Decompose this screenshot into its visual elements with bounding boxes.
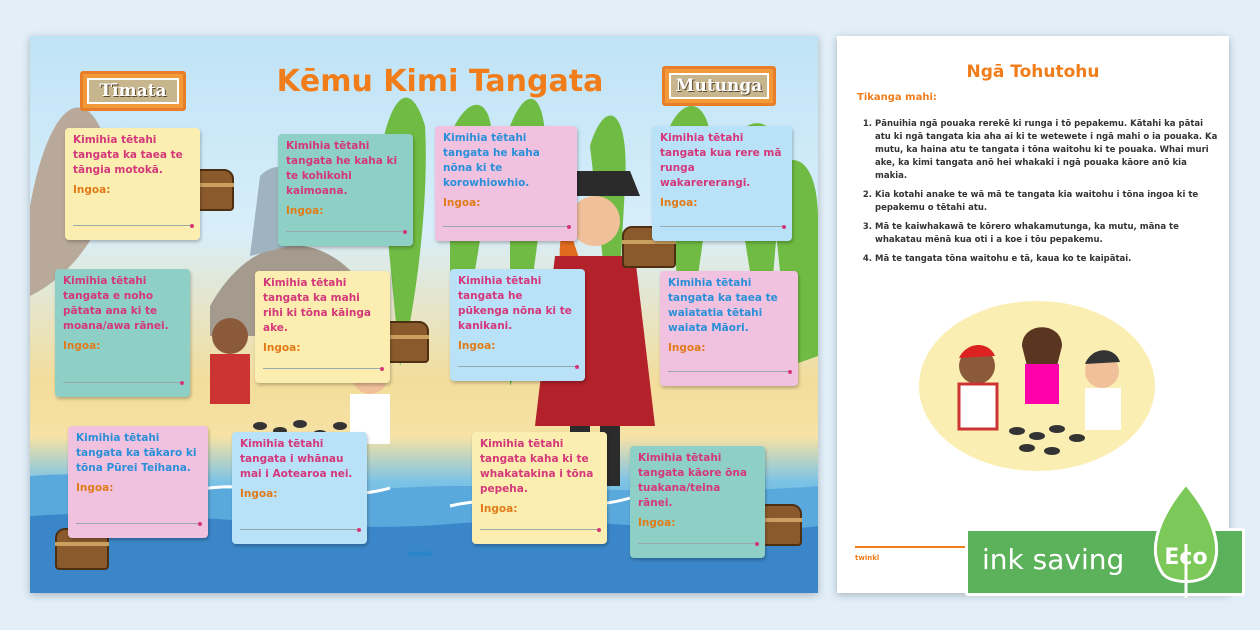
- leaf-icon: [1149, 484, 1223, 598]
- dot-icon: [567, 225, 571, 229]
- name-label: Ingoa:: [76, 482, 114, 494]
- instruction-step: 3. Mā te kaiwhakawā te kōrero whakamutunga, ka mutu, māna te whakatau mēnā kua oti i a koe i tōu pepakemu.: [875, 221, 1220, 247]
- dot-icon: [782, 225, 786, 229]
- name-label: Ingoa:: [286, 205, 324, 217]
- dot-icon: [403, 230, 407, 234]
- name-label: Ingoa:: [443, 197, 481, 209]
- card-text: Kimihia tētahi tangata ka mahi rihi ki tōna kāinga ake.: [263, 277, 371, 334]
- dot-icon: [198, 522, 202, 526]
- name-label: Ingoa:: [73, 184, 111, 196]
- name-label: Ingoa:: [668, 342, 706, 354]
- name-field[interactable]: [638, 543, 757, 544]
- bingo-card: [68, 426, 208, 538]
- card-text: Kimihia tētahi tangata he kaha ki te kohikohi kaimoana.: [286, 140, 398, 197]
- card-text: Kimihia tētahi tangata i whānau mai i Aotearoa nei.: [240, 438, 353, 480]
- bingo-card: [55, 269, 190, 397]
- name-field[interactable]: [660, 226, 784, 227]
- eco-label: Eco: [1164, 545, 1208, 570]
- name-label: Ingoa:: [480, 503, 518, 515]
- name-field[interactable]: [240, 529, 359, 530]
- name-field[interactable]: [668, 371, 790, 372]
- end-sign-label: Mutunga: [669, 73, 769, 99]
- name-field[interactable]: [458, 366, 577, 367]
- name-label: Ingoa:: [660, 197, 698, 209]
- footer-divider: [855, 546, 965, 548]
- twinkl-logo: twinkl: [408, 550, 433, 558]
- name-label: Ingoa:: [263, 342, 301, 354]
- instruction-step: 2. Kia kotahi anake te wā mā te tangata kia waitohu i tōna ingoa ki te pepakemu o tētahi atu.: [875, 189, 1220, 215]
- bingo-card: [278, 134, 413, 246]
- card-text: Kimihia tētahi tangata kāore ōna tuakana/teina rānei.: [638, 452, 747, 509]
- name-field[interactable]: [73, 225, 192, 226]
- card-text: Kimihia tētahi tangata he pūkenga nōna ki te kanikani.: [458, 275, 572, 332]
- card-text: Kimihia tētahi tangata kaha ki te whakatakina i tōna pepeha.: [480, 438, 594, 495]
- dot-icon: [788, 370, 792, 374]
- name-field[interactable]: [286, 231, 405, 232]
- dot-icon: [597, 528, 601, 532]
- bingo-card: [450, 269, 585, 381]
- dot-icon: [380, 367, 384, 371]
- ink-saving-label: ink saving: [982, 543, 1125, 576]
- twinkl-logo: twinkl: [855, 554, 880, 562]
- end-sign: [662, 66, 776, 106]
- instruction-step: 4. Mā te tangata tōna waitohu e tā, kaua ko te kaipātai.: [875, 253, 1220, 266]
- card-text: Kimihia tētahi tangata ka taea te waiatatia tētahi waiata Māori.: [668, 277, 778, 334]
- card-text: Kimihia tētahi tangata he kaha nōna ki te korowhiowhio.: [443, 132, 540, 189]
- bingo-card: [630, 446, 765, 558]
- instructions-subtitle: Tikanga mahi:: [857, 92, 937, 103]
- dot-icon: [180, 381, 184, 385]
- bingo-card: [435, 126, 577, 241]
- dot-icon: [357, 528, 361, 532]
- dot-icon: [755, 542, 759, 546]
- bingo-card: [255, 271, 390, 383]
- bingo-card: [65, 128, 200, 240]
- dot-icon: [190, 224, 194, 228]
- card-text: Kimihia tētahi tangata kua rere mā runga wakarererangi.: [660, 132, 782, 189]
- instruction-steps: [857, 118, 1220, 272]
- name-field[interactable]: [263, 368, 382, 369]
- name-label: Ingoa:: [458, 340, 496, 352]
- name-field[interactable]: [480, 529, 599, 530]
- name-field[interactable]: [443, 226, 569, 227]
- instructions-title: Ngā Tohutohu: [966, 62, 1100, 82]
- card-text: Kimihia tētahi tangata ka tākaro ki tōna Pūrei Teihana.: [76, 432, 197, 474]
- name-field[interactable]: [76, 523, 200, 524]
- dot-icon: [575, 365, 579, 369]
- name-label: Ingoa:: [638, 517, 676, 529]
- start-sign: [80, 71, 186, 111]
- start-sign-label: Tīmata: [87, 78, 179, 104]
- card-text: Kimihia tētahi tangata ka taea te tāngia motokā.: [73, 134, 183, 176]
- name-label: Ingoa:: [63, 340, 101, 352]
- name-label: Ingoa:: [240, 488, 278, 500]
- game-sheet: [30, 36, 818, 593]
- name-field[interactable]: [63, 382, 182, 383]
- bingo-card: [472, 432, 607, 544]
- bingo-card: [232, 432, 367, 544]
- instruction-step: 1. Pānuihia ngā pouaka rerekē ki runga i tō pepakemu. Kātahi ka pātai atu ki ngā tangata kia aha ai ki te wetewete i ngā mahi o ia pouaka. Ka mutu, ka haina atu te tangata i tōna waitohu ki te pouaka. Whai muri ake, ka kimi tangata anō hei whakaki i ngā pouaka kāore anō kia makia.: [875, 118, 1220, 183]
- children-playing-illustration: [917, 296, 1157, 476]
- card-text: Kimihia tētahi tangata e noho pātata ana ki te moana/awa rānei.: [63, 275, 169, 332]
- game-title: Kēmu Kimi Tangata: [276, 64, 604, 99]
- bingo-card: [660, 271, 798, 386]
- bingo-card: [652, 126, 792, 241]
